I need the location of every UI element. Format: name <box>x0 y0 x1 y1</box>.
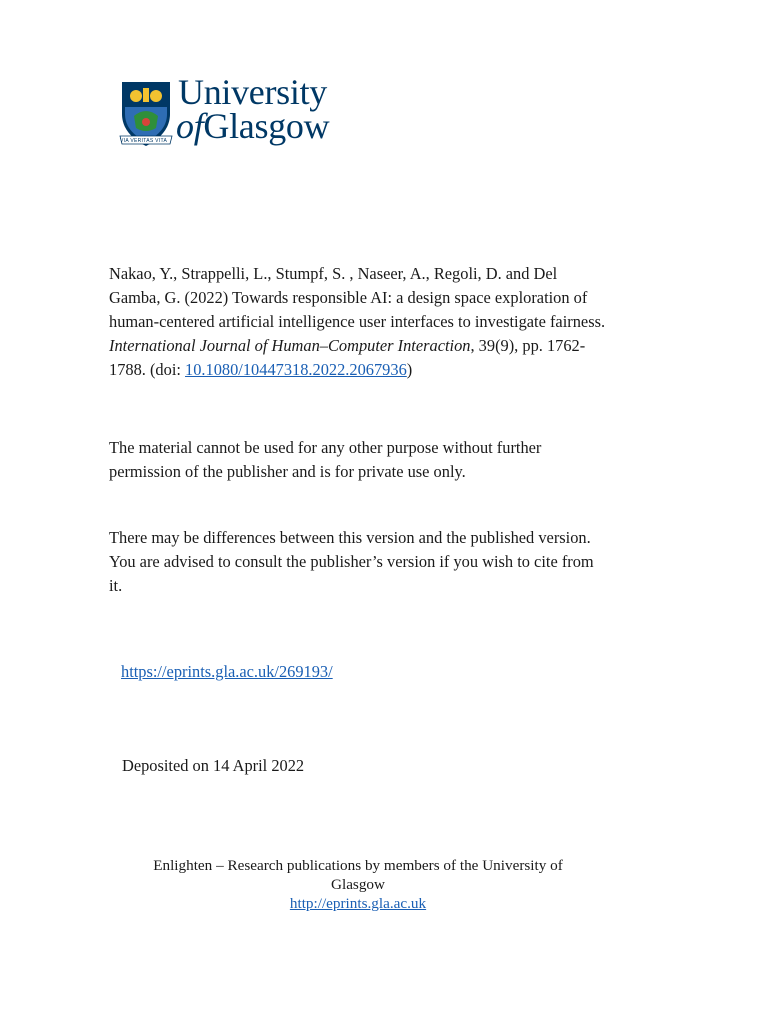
version-notice <box>109 526 669 598</box>
logo-of-text: of <box>176 106 204 146</box>
citation-doi-line <box>109 358 669 382</box>
citation-pages-prefix: 1788. (doi: <box>109 360 186 379</box>
doi-link[interactable]: 10.1080/10447318.2022.2067936 <box>185 360 407 379</box>
logo-glasgow-text <box>176 108 329 144</box>
citation-title-line3: human-centered artificial intelligence user interfaces to investigate fairness. <box>109 312 606 331</box>
logo-glasgow-word: Glasgow <box>203 106 330 146</box>
university-logo <box>116 72 356 150</box>
usage-notice-line1: The material cannot be used for any other purpose without further <box>109 438 542 457</box>
citation-block <box>109 262 669 382</box>
citation-doi-suffix: ) <box>406 360 413 379</box>
version-notice-line2: You are advised to consult the publisher’s version if you wish to cite from <box>109 552 594 571</box>
citation-authors-line1: Nakao, Y., Strappelli, L., Stumpf, S. , Naseer, A., Regoli, D. and Del <box>109 264 558 283</box>
footer-line2: Glasgow <box>331 876 385 893</box>
logo-university-text: University <box>178 72 327 112</box>
citation-authors-line2: Gamba, G. (2022) Towards responsible AI: a design space exploration of <box>109 288 588 307</box>
eprint-url-link[interactable]: https://eprints.gla.ac.uk/269193/ <box>121 662 333 681</box>
footer-enlighten-link[interactable]: http://eprints.gla.ac.uk <box>289 895 427 912</box>
deposited-date: Deposited on 14 April 2022 <box>122 756 305 775</box>
logo-motto: VIA VERITAS VITA <box>120 138 168 144</box>
citation-journal-volume: , 39(9), pp. 1762- <box>470 336 586 355</box>
version-notice-line1: There may be differences between this version and the published version. <box>109 528 591 547</box>
citation-journal-line <box>109 334 669 358</box>
usage-notice-line2: permission of the publisher and is for private use only. <box>109 462 466 481</box>
version-notice-line3: it. <box>109 576 123 595</box>
eprint-url-line <box>121 662 333 682</box>
usage-notice <box>109 436 669 484</box>
footer-line1: Enlighten – Research publications by members of the University of <box>153 857 563 874</box>
footer <box>110 856 606 913</box>
citation-journal-name: International Journal of Human–Computer Interaction <box>109 336 471 355</box>
